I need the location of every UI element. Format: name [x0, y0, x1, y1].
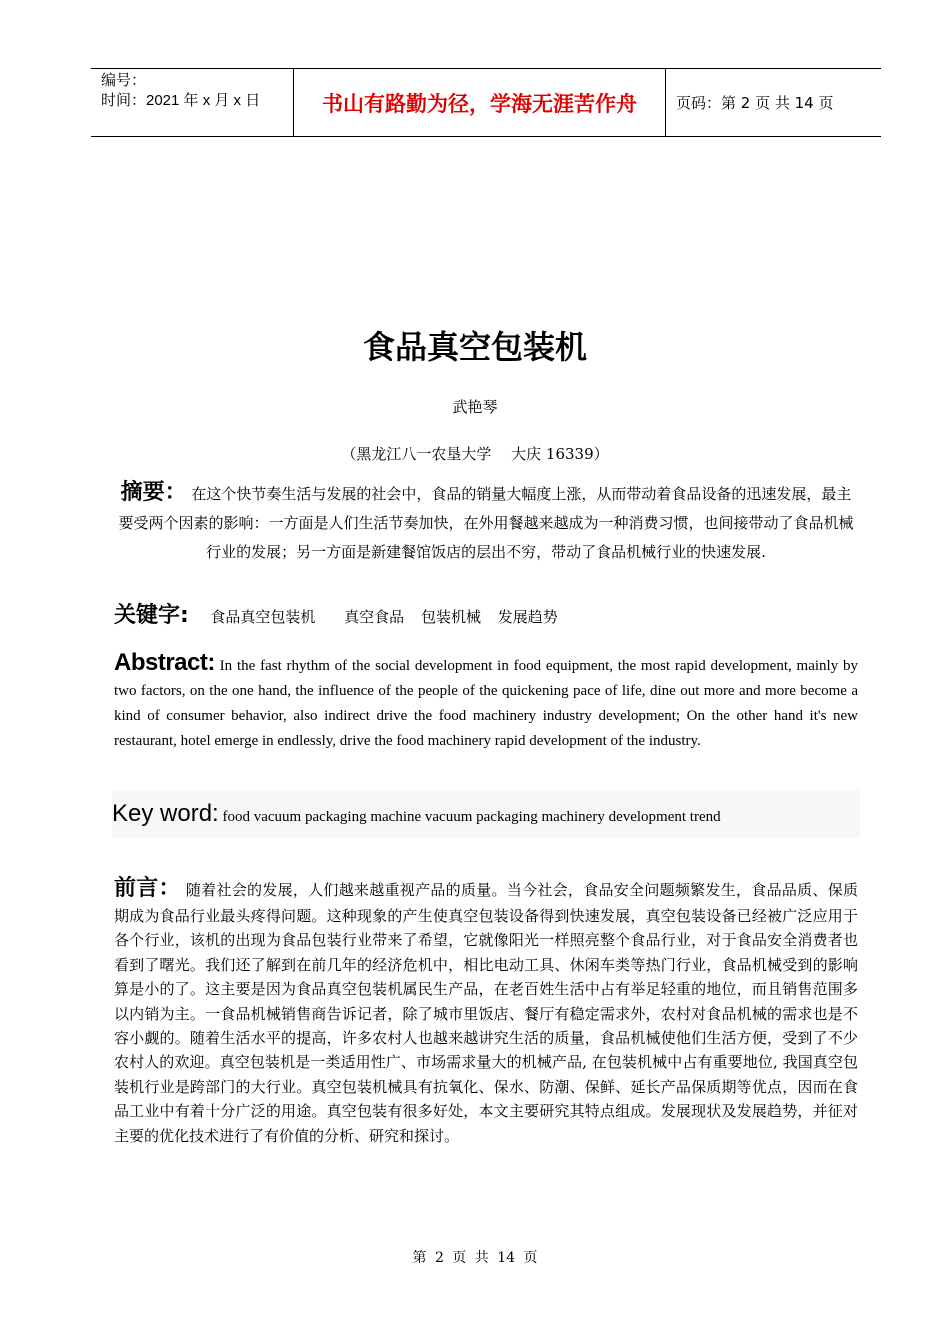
header-left-cell	[91, 69, 293, 136]
abstract-en-text: In the fast rhythm of the social development in food equipment, the most rapid development, mainly by two factors, on the one hand, the influence of the people of the quickening pace of life, dine out more and more become a kind of consumer behavior, also indirect drive the food machinery industry development; On the other hand it's new restaurant, hotel emerge in endlessly, drive the food machinery rapid development of the industry.	[114, 658, 859, 749]
author: 武艳琴	[452, 398, 498, 416]
affiliation: （黑龙江八一农垦大学 大庆 16339）	[341, 445, 609, 463]
abstract-zh-label: 摘要：	[120, 480, 187, 505]
keywords-zh-label: 关键字:	[114, 603, 189, 628]
keyword-item: 食品真空包装机	[210, 608, 316, 626]
number-label: 编号：	[101, 72, 147, 89]
abstract-zh	[114, 478, 858, 567]
keywords-en-text: food vacuum packaging machine vacuum packaging machinery development trend	[222, 809, 721, 825]
intro-text: 随着社会的发展，人们越来越重视产品的质量。当今社会，食品安全问题频繁发生，食品品质、保质期成为食品行业最头疼得问题。这种现象的产生使真空包装设备得到快速发展，真空包装设备已经被广泛应用于各个行业，该机的出现为食品包装行业带来了希望，它就像阳光一样照亮整个食品行业，对于食品安全消费者也看到了曙光。我们还了解到在前几年的经济危机中，相比电动工具、休闲车类等热门行业，食品机械受到的影响算是小的了。这主要是因为食品真空包装机属民生产品，在老百姓生活中占有举足轻重的地位，而且销售范围多以内销为主。一食品机械销售商告诉记者，除了城市里饭店、餐厅有稳定需求外，农村对食品机械的需求也是不容小觑的。随着生活水平的提高，许多农村人也越来越讲究生活的质量，食品机械使他们生活方便，受到了不少农村人的欢迎。真空包装机是一类适用性广、市场需求量大的机械产品, 在包装机械中占有重要地位, 我国真空包装机行业是跨部门的大行业。真空包装机械具有抗氧化、保水、防潮、保鲜、延长产品保质期等优点，因而在食品工业中有着十分广泛的用途。真空包装有很多好处，本文主要研究其特点组成。发展现状及发展趋势，并征对主要的优化技术进行了有价值的分析、研究和探讨。	[114, 881, 858, 1145]
abstract-en	[114, 650, 858, 754]
motto: 书山有路勤为径，学海无涯苦作舟	[293, 69, 666, 136]
header-table	[91, 68, 881, 137]
document-title: 食品真空包装机	[362, 328, 587, 366]
keywords-zh	[114, 600, 858, 633]
abstract-en-label: Abstract:	[114, 649, 215, 676]
keywords-en-label: Key word:	[112, 800, 219, 827]
page-footer: 第 2 页 共 14 页	[412, 1250, 538, 1266]
page-info: 页码：第 2 页 共 14 页	[676, 94, 834, 112]
keywords-en	[112, 790, 860, 838]
time-label: 时间：2021 年 x 月 x 日	[101, 92, 261, 109]
keyword-item: 包装机械	[420, 608, 481, 626]
intro-label: 前言：	[114, 876, 181, 901]
keyword-item: 发展趋势	[497, 608, 558, 626]
abstract-zh-text: 在这个快节奏生活与发展的社会中，食品的销量大幅度上涨，从而带动着食品设备的迅速发展，最主要受两个因素的影响：一方面是人们生活节奏加快，在外用餐越来越成为一种消费习惯，也间接带动了食品机械行业的发展；另一方面是新建餐馆饭店的层出不穷，带动了食品机械行业的快速发展.	[118, 485, 854, 561]
introduction	[114, 874, 858, 1148]
keyword-item: 真空食品	[344, 608, 405, 626]
